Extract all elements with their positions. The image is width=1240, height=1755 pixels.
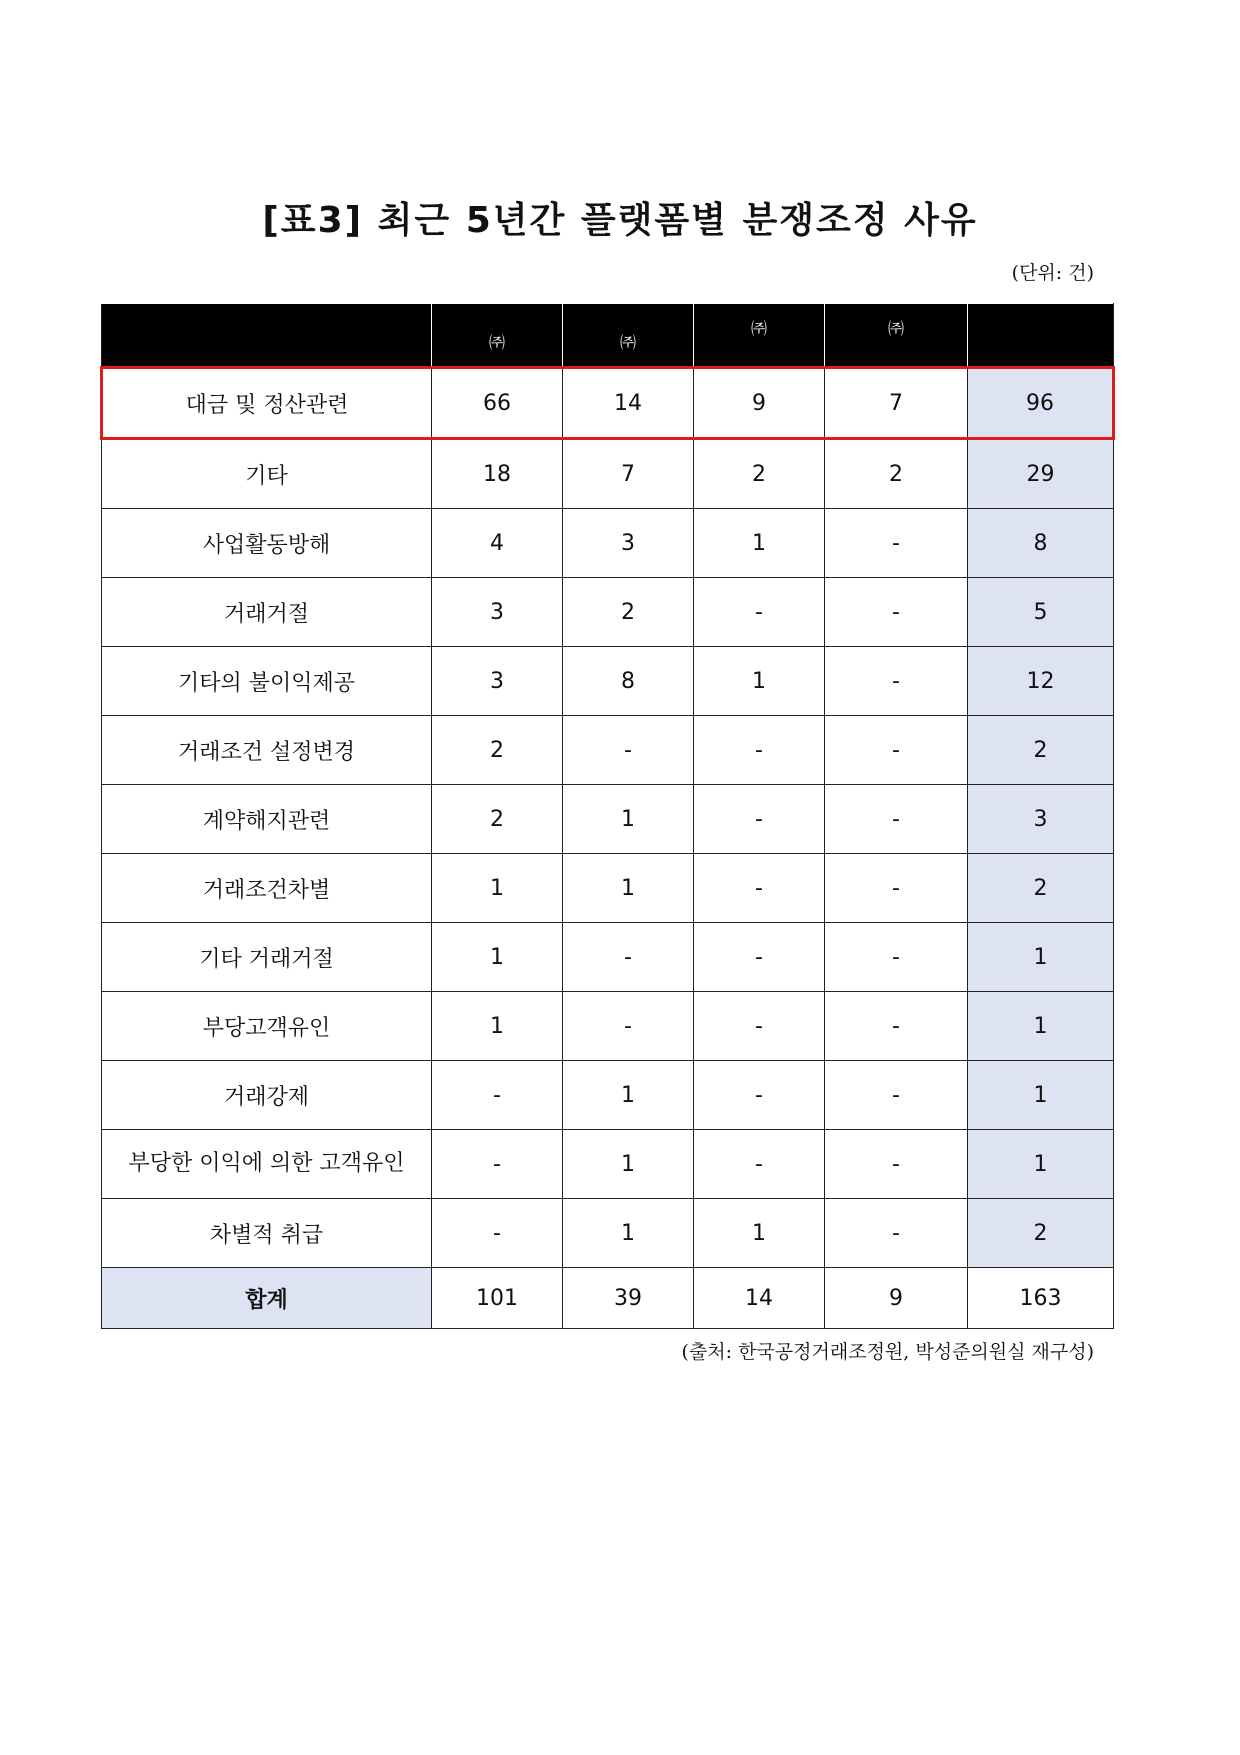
table-row [102, 578, 1114, 647]
row-label: 거래거절 [102, 578, 432, 647]
row-label: 합계 [102, 1268, 432, 1329]
total-cell: 2 [968, 716, 1114, 785]
value-cell-platform-3: 1 [694, 647, 825, 716]
value-cell-platform-2: 1 [563, 1130, 694, 1199]
total-cell: 12 [968, 647, 1114, 716]
value-cell-platform-1: 1 [432, 992, 563, 1061]
value-cell-platform-1: 3 [432, 578, 563, 647]
row-label: 부당한 이익에 의한 고객유인 [102, 1130, 432, 1199]
value-cell-platform-2: 8 [563, 647, 694, 716]
row-label: 사업활동방해 [102, 509, 432, 578]
value-cell-platform-4: - [825, 1130, 968, 1199]
total-cell: 3 [968, 785, 1114, 854]
value-cell-platform-3: - [694, 992, 825, 1061]
table-row [102, 854, 1114, 923]
row-label: 기타의 불이익제공 [102, 647, 432, 716]
table-total-row [102, 1268, 1114, 1329]
row-label: 거래강제 [102, 1061, 432, 1130]
dispute-reason-table [100, 303, 1115, 1329]
value-cell-platform-1: 2 [432, 716, 563, 785]
total-cell: 96 [968, 368, 1114, 439]
table-row [102, 1061, 1114, 1130]
value-cell-platform-4: - [825, 854, 968, 923]
table-header-row [102, 304, 1114, 368]
header-cell-total [968, 304, 1114, 368]
value-cell-platform-3: - [694, 1061, 825, 1130]
value-cell-platform-2: - [563, 716, 694, 785]
value-cell-platform-1: 3 [432, 647, 563, 716]
table-row [102, 1130, 1114, 1199]
value-cell-platform-1: - [432, 1061, 563, 1130]
value-cell-platform-2: 1 [563, 785, 694, 854]
total-cell: 2 [968, 854, 1114, 923]
header-cell-platform-2: ㈜ [563, 304, 694, 368]
value-cell-platform-3: - [694, 923, 825, 992]
row-label: 거래조건 설정변경 [102, 716, 432, 785]
row-label: 기타 거래거절 [102, 923, 432, 992]
value-cell-platform-4: 7 [825, 368, 968, 439]
value-cell-platform-2: 1 [563, 854, 694, 923]
total-cell: 8 [968, 509, 1114, 578]
value-cell-platform-2: 14 [563, 368, 694, 439]
page-title: [표3] 최근 5년간 플랫폼별 분쟁조정 사유 [262, 200, 978, 241]
value-cell-platform-1: - [432, 1130, 563, 1199]
value-cell-platform-3: 1 [694, 509, 825, 578]
table-row [102, 716, 1114, 785]
value-cell-platform-4: - [825, 647, 968, 716]
header-cell-platform-3: ㈜ [694, 304, 825, 368]
table-row [102, 992, 1114, 1061]
total-cell: 1 [968, 923, 1114, 992]
row-label: 부당고객유인 [102, 992, 432, 1061]
value-cell-platform-1: 1 [432, 923, 563, 992]
value-cell-platform-4: - [825, 923, 968, 992]
value-cell-platform-1: 2 [432, 785, 563, 854]
value-cell-platform-3: - [694, 1130, 825, 1199]
value-cell-platform-2: 7 [563, 439, 694, 509]
value-cell-platform-3: - [694, 785, 825, 854]
header-cell-platform-4: ㈜ [825, 304, 968, 368]
value-cell-platform-4: 2 [825, 439, 968, 509]
total-cell: 1 [968, 1130, 1114, 1199]
value-cell-platform-3: 1 [694, 1199, 825, 1268]
total-cell: 29 [968, 439, 1114, 509]
unit-note: (단위: 건) [1011, 262, 1094, 284]
source-note: (출처: 한국공정거래조정원, 박성준의원실 재구성) [681, 1341, 1094, 1363]
value-cell-platform-1: - [432, 1199, 563, 1268]
value-cell-platform-3: - [694, 578, 825, 647]
value-cell-platform-1: 18 [432, 439, 563, 509]
total-cell: 2 [968, 1199, 1114, 1268]
value-cell-platform-4: - [825, 509, 968, 578]
total-cell: 5 [968, 578, 1114, 647]
table-row-highlighted [102, 368, 1114, 439]
value-cell-platform-1: 66 [432, 368, 563, 439]
value-cell-platform-2: 1 [563, 1199, 694, 1268]
value-cell-platform-4: - [825, 1061, 968, 1130]
value-cell-platform-1: 101 [432, 1268, 563, 1329]
total-cell: 1 [968, 992, 1114, 1061]
row-label: 거래조건차별 [102, 854, 432, 923]
table-row [102, 439, 1114, 509]
row-label: 계약해지관련 [102, 785, 432, 854]
value-cell-platform-1: 4 [432, 509, 563, 578]
value-cell-platform-2: 2 [563, 578, 694, 647]
table-row [102, 509, 1114, 578]
row-label: 차별적 취급 [102, 1199, 432, 1268]
value-cell-platform-3: 2 [694, 439, 825, 509]
header-cell-platform-1: ㈜ [432, 304, 563, 368]
value-cell-platform-2: - [563, 992, 694, 1061]
value-cell-platform-4: - [825, 716, 968, 785]
value-cell-platform-4: - [825, 1199, 968, 1268]
total-cell: 1 [968, 1061, 1114, 1130]
row-label: 기타 [102, 439, 432, 509]
value-cell-platform-2: - [563, 923, 694, 992]
value-cell-platform-4: - [825, 785, 968, 854]
total-cell: 163 [968, 1268, 1114, 1329]
value-cell-platform-3: - [694, 716, 825, 785]
value-cell-platform-3: 9 [694, 368, 825, 439]
value-cell-platform-4: 9 [825, 1268, 968, 1329]
table-row [102, 1199, 1114, 1268]
table-row [102, 647, 1114, 716]
value-cell-platform-3: - [694, 854, 825, 923]
table-row [102, 785, 1114, 854]
header-cell-category [102, 304, 432, 368]
value-cell-platform-3: 14 [694, 1268, 825, 1329]
value-cell-platform-4: - [825, 992, 968, 1061]
value-cell-platform-4: - [825, 578, 968, 647]
value-cell-platform-2: 39 [563, 1268, 694, 1329]
value-cell-platform-2: 1 [563, 1061, 694, 1130]
value-cell-platform-2: 3 [563, 509, 694, 578]
table-row [102, 923, 1114, 992]
value-cell-platform-1: 1 [432, 854, 563, 923]
row-label: 대금 및 정산관련 [102, 368, 432, 439]
